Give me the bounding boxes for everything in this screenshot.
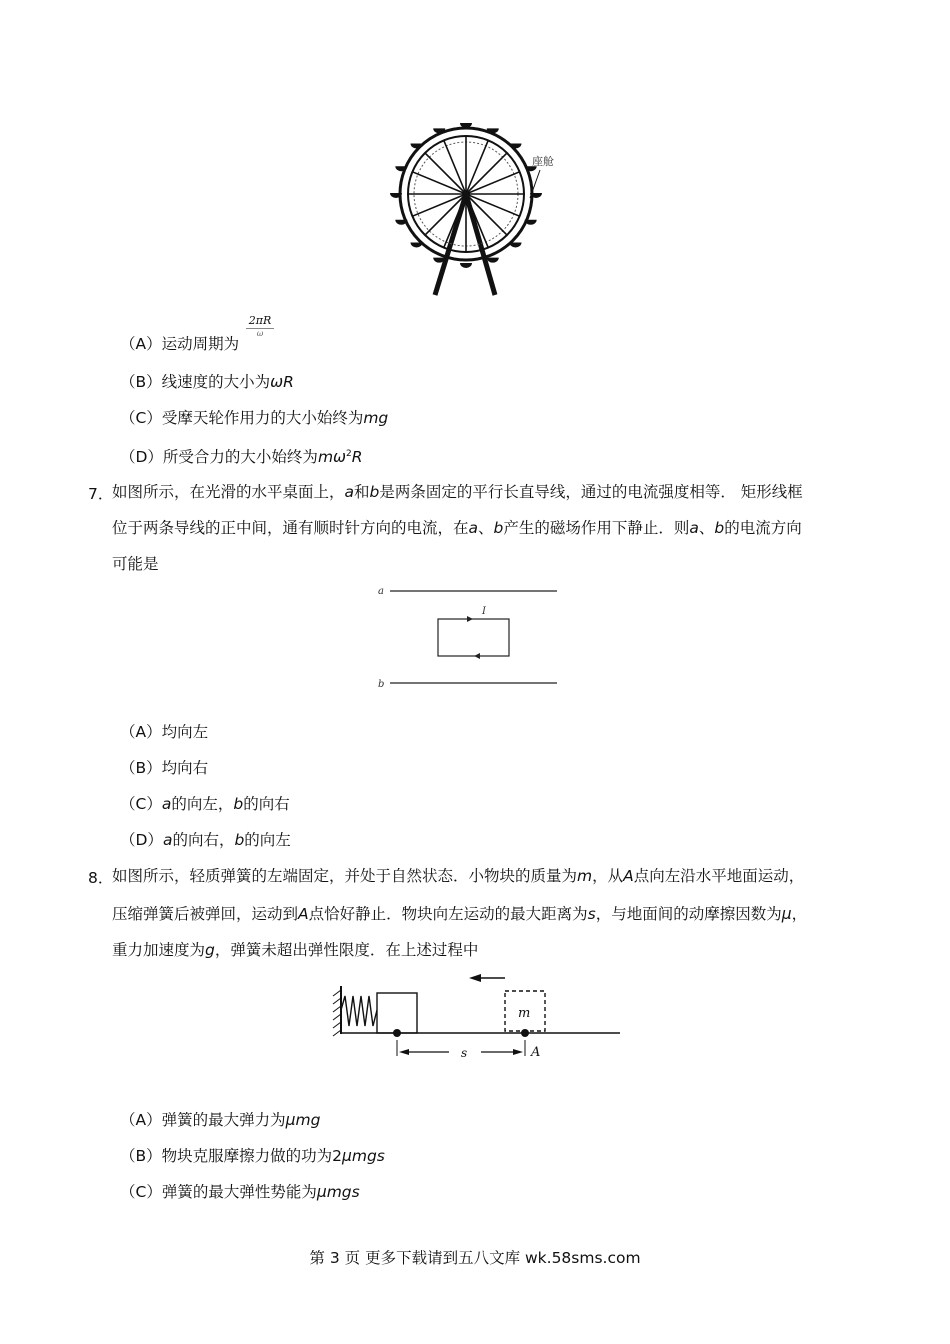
wheel-cabin [487, 258, 499, 263]
var: a [689, 519, 699, 537]
q8-spring-figure [325, 970, 625, 1065]
var: a [344, 483, 355, 501]
fraction-denominator: ω [256, 329, 264, 338]
q8-option-b [120, 1146, 385, 1166]
var: μ [781, 905, 792, 923]
text: （D） [120, 831, 163, 849]
arrow-right [467, 616, 473, 622]
text: ，弹簧未超出弹性限度．在上述过程中 [214, 941, 479, 959]
var: b [714, 519, 725, 537]
fraction-numerator: 2πR [248, 314, 272, 327]
ferris-wheel-figure [380, 120, 580, 300]
var: a [468, 519, 479, 537]
rect-loop [438, 619, 509, 656]
var: m [577, 867, 593, 885]
text: 点恰好静止．物块向左运动的最大距离为 [308, 905, 588, 923]
q7-option-b: （B）均向右 [120, 759, 209, 777]
q6-option-a [120, 334, 239, 354]
var: μmgs [316, 1183, 360, 1201]
text: 的向左， [171, 795, 234, 813]
wheel-cabin [525, 220, 537, 225]
text: 位于两条导线的正中间，通有顺时针方向的电流，在 [112, 519, 469, 537]
wheel-cabin [509, 242, 521, 247]
var: b [493, 519, 504, 537]
wheel-spoke [466, 153, 507, 194]
q7-line-3: 可能是 [112, 555, 159, 573]
q8-line-3 [112, 940, 478, 960]
var: g [205, 941, 215, 959]
q7-line-1 [112, 482, 803, 502]
option-math: mg [363, 409, 389, 427]
text: 如图所示，轻质弹簧的左端固定，并处于自然状态．小物块的质量为 [112, 867, 578, 885]
text: 、 [698, 519, 715, 537]
q6-option-b [120, 372, 294, 392]
var: μmgs [342, 1147, 385, 1165]
text: 如图所示，在光滑的水平桌面上， [112, 483, 345, 501]
var: μmg [285, 1111, 321, 1129]
text: （B）物块克服摩擦力做的功为2 [120, 1147, 342, 1165]
var: A [623, 867, 634, 885]
option-math: ωR [270, 373, 294, 391]
q6-option-d [120, 444, 363, 467]
wheel-cabin [411, 242, 423, 247]
label-s: s [461, 1046, 468, 1060]
text: 的向左 [244, 831, 291, 849]
spring [341, 996, 377, 1026]
text: 的向右， [172, 831, 235, 849]
wheel-cabin [395, 220, 407, 225]
text: 、 [478, 519, 494, 537]
q8-line-2 [112, 904, 807, 924]
cabin-label: 座舱 [532, 155, 554, 168]
text: 的电流方向 [724, 519, 802, 537]
wheel-spoke [425, 153, 466, 194]
option-math2: R [351, 448, 363, 467]
q7-option-a: （A）均向左 [120, 723, 209, 741]
option-text: （B）线速度的大小为 [120, 373, 271, 391]
text: （A）弹簧的最大弹力为 [120, 1111, 286, 1129]
arrow-left [474, 653, 480, 659]
q7-option-d [120, 830, 291, 850]
arrow-left-icon [469, 974, 481, 982]
text: 重力加速度为 [112, 941, 206, 959]
page-footer: 第 3 页 更多下载请到五八文库 wk.58sms.com [309, 1249, 641, 1267]
q7-option-c [120, 794, 290, 814]
text: ， [791, 905, 808, 923]
label-A: A [531, 1045, 541, 1060]
q8-number: 8． [88, 869, 114, 887]
label-i: I [482, 606, 486, 617]
text: 压缩弹簧后被弹回，运动到 [112, 905, 299, 923]
label-m: m [518, 1006, 531, 1021]
q6-option-c [120, 408, 388, 428]
option-sup: 2 [346, 449, 352, 459]
q8-line-1 [112, 866, 804, 886]
q8-option-a [120, 1110, 320, 1130]
q7-number: 7． [88, 485, 114, 503]
text: 产生的磁场作用下静止．则 [503, 519, 690, 537]
block-left [377, 993, 417, 1033]
text: 的向右 [243, 795, 290, 813]
q6-option-a-fraction [246, 314, 274, 338]
text: ，与地面间的动摩擦因数为 [595, 905, 782, 923]
text: 点向左沿水平地面运动， [633, 867, 805, 885]
q8-option-c [120, 1182, 360, 1202]
option-text: （D）所受合力的大小始终为 [120, 448, 318, 467]
label-b: b [378, 679, 385, 690]
var: a [161, 795, 172, 813]
var: A [298, 905, 309, 923]
var: a [162, 831, 173, 849]
text: （C）弹簧的最大弹性势能为 [120, 1183, 317, 1201]
wheel-cabin [460, 263, 472, 268]
var: b [369, 483, 380, 501]
text: ，从 [592, 867, 624, 885]
text: 和 [354, 483, 370, 501]
label-a: a [378, 586, 384, 597]
text: （C） [120, 795, 162, 813]
q6-option-a-text: （A）运动周期为 [120, 335, 240, 353]
var: b [233, 795, 244, 813]
text: 是两条固定的平行长直导线，通过的电流强度相等． 矩形线框 [379, 483, 803, 501]
option-text: （C）受摩天轮作用力的大小始终为 [120, 409, 364, 427]
option-math: mω [317, 448, 347, 467]
q7-wire-figure [370, 580, 570, 695]
q7-line-2 [112, 518, 802, 538]
var: b [234, 831, 245, 849]
var: s [587, 905, 596, 923]
